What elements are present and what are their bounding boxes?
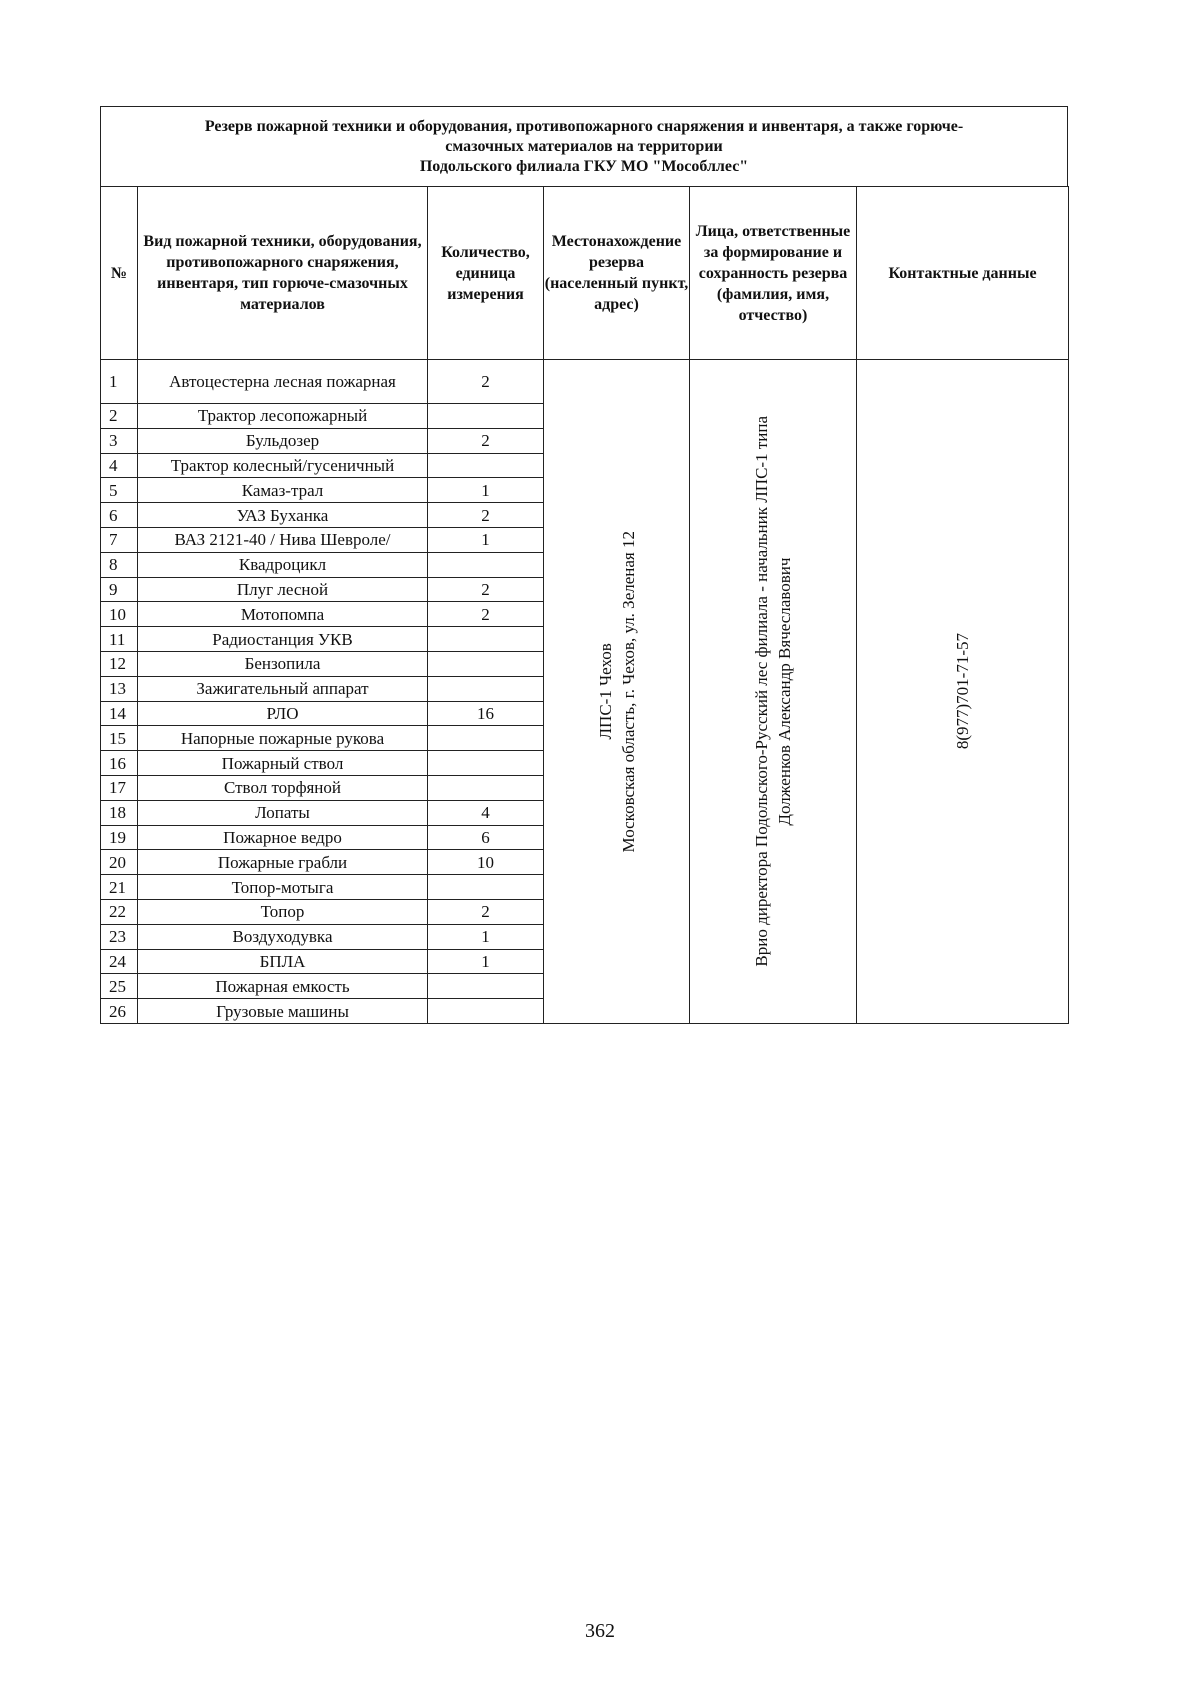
header-quantity: Количество, единица измерения <box>428 187 544 360</box>
quantity <box>428 651 544 676</box>
quantity <box>428 627 544 652</box>
equipment-name: Напорные пожарные рукова <box>138 726 428 751</box>
equipment-name: Лопаты <box>138 800 428 825</box>
quantity: 16 <box>428 701 544 726</box>
equipment-name: УАЗ Буханка <box>138 503 428 528</box>
row-number: 1 <box>101 360 138 404</box>
row-number: 13 <box>101 676 138 701</box>
row-number: 12 <box>101 651 138 676</box>
equipment-name: Камаз-трал <box>138 478 428 503</box>
quantity: 6 <box>428 825 544 850</box>
quantity <box>428 453 544 478</box>
equipment-name: Грузовые машины <box>138 999 428 1024</box>
row-number: 10 <box>101 602 138 627</box>
document-title <box>100 106 1068 186</box>
row-number: 3 <box>101 428 138 453</box>
row-number: 26 <box>101 999 138 1024</box>
quantity <box>428 999 544 1024</box>
quantity: 4 <box>428 800 544 825</box>
responsible-line-1: Врио директора Подольского-Русский лес филиала - начальник ЛПС-1 типа <box>752 416 771 967</box>
responsible-line-2: Долженков Александр Вячеславович <box>775 557 794 826</box>
equipment-name: Квадроцикл <box>138 552 428 577</box>
quantity <box>428 676 544 701</box>
title-line-2: смазочных материалов на территории <box>445 137 723 155</box>
equipment-name: Мотопомпа <box>138 602 428 627</box>
equipment-name: Зажигательный аппарат <box>138 676 428 701</box>
equipment-name: ВАЗ 2121-40 / Нива Шевроле/ <box>138 527 428 552</box>
responsible-cell <box>690 360 857 1024</box>
quantity <box>428 875 544 900</box>
location-cell <box>544 360 690 1024</box>
row-number: 2 <box>101 404 138 429</box>
header-location: Местонахождение резерва (населенный пункт, адрес) <box>544 187 690 360</box>
row-number: 22 <box>101 899 138 924</box>
row-number: 6 <box>101 503 138 528</box>
header-number: № <box>101 187 138 360</box>
quantity: 2 <box>428 503 544 528</box>
location-line-2: Московская область, г. Чехов, ул. Зеленая 12 <box>618 530 638 853</box>
location-line-1: ЛПС-1 Чехов <box>595 643 615 740</box>
quantity <box>428 775 544 800</box>
equipment-name: Топор <box>138 899 428 924</box>
fire-equipment-reserve-sheet <box>100 106 1068 1024</box>
quantity: 1 <box>428 949 544 974</box>
header-contact: Контактные данные <box>857 187 1069 360</box>
row-number: 17 <box>101 775 138 800</box>
row-number: 24 <box>101 949 138 974</box>
equipment-name: Топор-мотыга <box>138 875 428 900</box>
page-number: 362 <box>585 1620 615 1642</box>
row-number: 15 <box>101 726 138 751</box>
row-number: 21 <box>101 875 138 900</box>
quantity: 2 <box>428 428 544 453</box>
equipment-name: Бульдозер <box>138 428 428 453</box>
row-number: 20 <box>101 850 138 875</box>
row-number: 18 <box>101 800 138 825</box>
quantity <box>428 726 544 751</box>
equipment-name: Трактор колесный/гусеничный <box>138 453 428 478</box>
equipment-name: РЛО <box>138 701 428 726</box>
contact-cell <box>857 360 1069 1024</box>
quantity: 1 <box>428 527 544 552</box>
quantity <box>428 974 544 999</box>
equipment-name: БПЛА <box>138 949 428 974</box>
row-number: 4 <box>101 453 138 478</box>
equipment-name: Воздуходувка <box>138 924 428 949</box>
quantity: 1 <box>428 478 544 503</box>
quantity: 10 <box>428 850 544 875</box>
row-number: 9 <box>101 577 138 602</box>
row-number: 25 <box>101 974 138 999</box>
row-number: 19 <box>101 825 138 850</box>
row-number: 5 <box>101 478 138 503</box>
quantity: 1 <box>428 924 544 949</box>
equipment-name: Пожарные грабли <box>138 850 428 875</box>
equipment-name: Пожарное ведро <box>138 825 428 850</box>
quantity <box>428 552 544 577</box>
quantity: 2 <box>428 899 544 924</box>
row-number: 14 <box>101 701 138 726</box>
quantity: 2 <box>428 360 544 404</box>
table-row <box>101 360 1069 404</box>
title-line-1: Резерв пожарной техники и оборудования, противопожарного снаряжения и инвентаря, а также горюче- <box>204 117 964 135</box>
reserve-table <box>100 186 1069 1024</box>
quantity: 2 <box>428 602 544 627</box>
header-equipment-type: Вид пожарной техники, оборудования, противопожарного снаряжения, инвентаря, тип горюче-смазочных материалов <box>138 187 428 360</box>
equipment-name: Автоцестерна лесная пожарная <box>138 360 428 404</box>
equipment-name: Пожарная емкость <box>138 974 428 999</box>
row-number: 16 <box>101 751 138 776</box>
quantity <box>428 751 544 776</box>
row-number: 23 <box>101 924 138 949</box>
header-row <box>101 187 1069 360</box>
equipment-name: Радиостанция УКВ <box>138 627 428 652</box>
equipment-name: Ствол торфяной <box>138 775 428 800</box>
title-line-3: Подольского филиала ГКУ МО "Мособллес" <box>419 157 749 175</box>
row-number: 11 <box>101 627 138 652</box>
header-responsible: Лица, ответственные за формирование и сохранность резерва (фамилия, имя, отчество) <box>690 187 857 360</box>
equipment-name: Трактор лесопожарный <box>138 404 428 429</box>
equipment-name: Пожарный ствол <box>138 751 428 776</box>
contact-phone: 8(977)701-71-57 <box>953 633 972 750</box>
equipment-name: Бензопила <box>138 651 428 676</box>
quantity <box>428 404 544 429</box>
row-number: 8 <box>101 552 138 577</box>
row-number: 7 <box>101 527 138 552</box>
quantity: 2 <box>428 577 544 602</box>
equipment-name: Плуг лесной <box>138 577 428 602</box>
table-body <box>101 360 1069 1024</box>
